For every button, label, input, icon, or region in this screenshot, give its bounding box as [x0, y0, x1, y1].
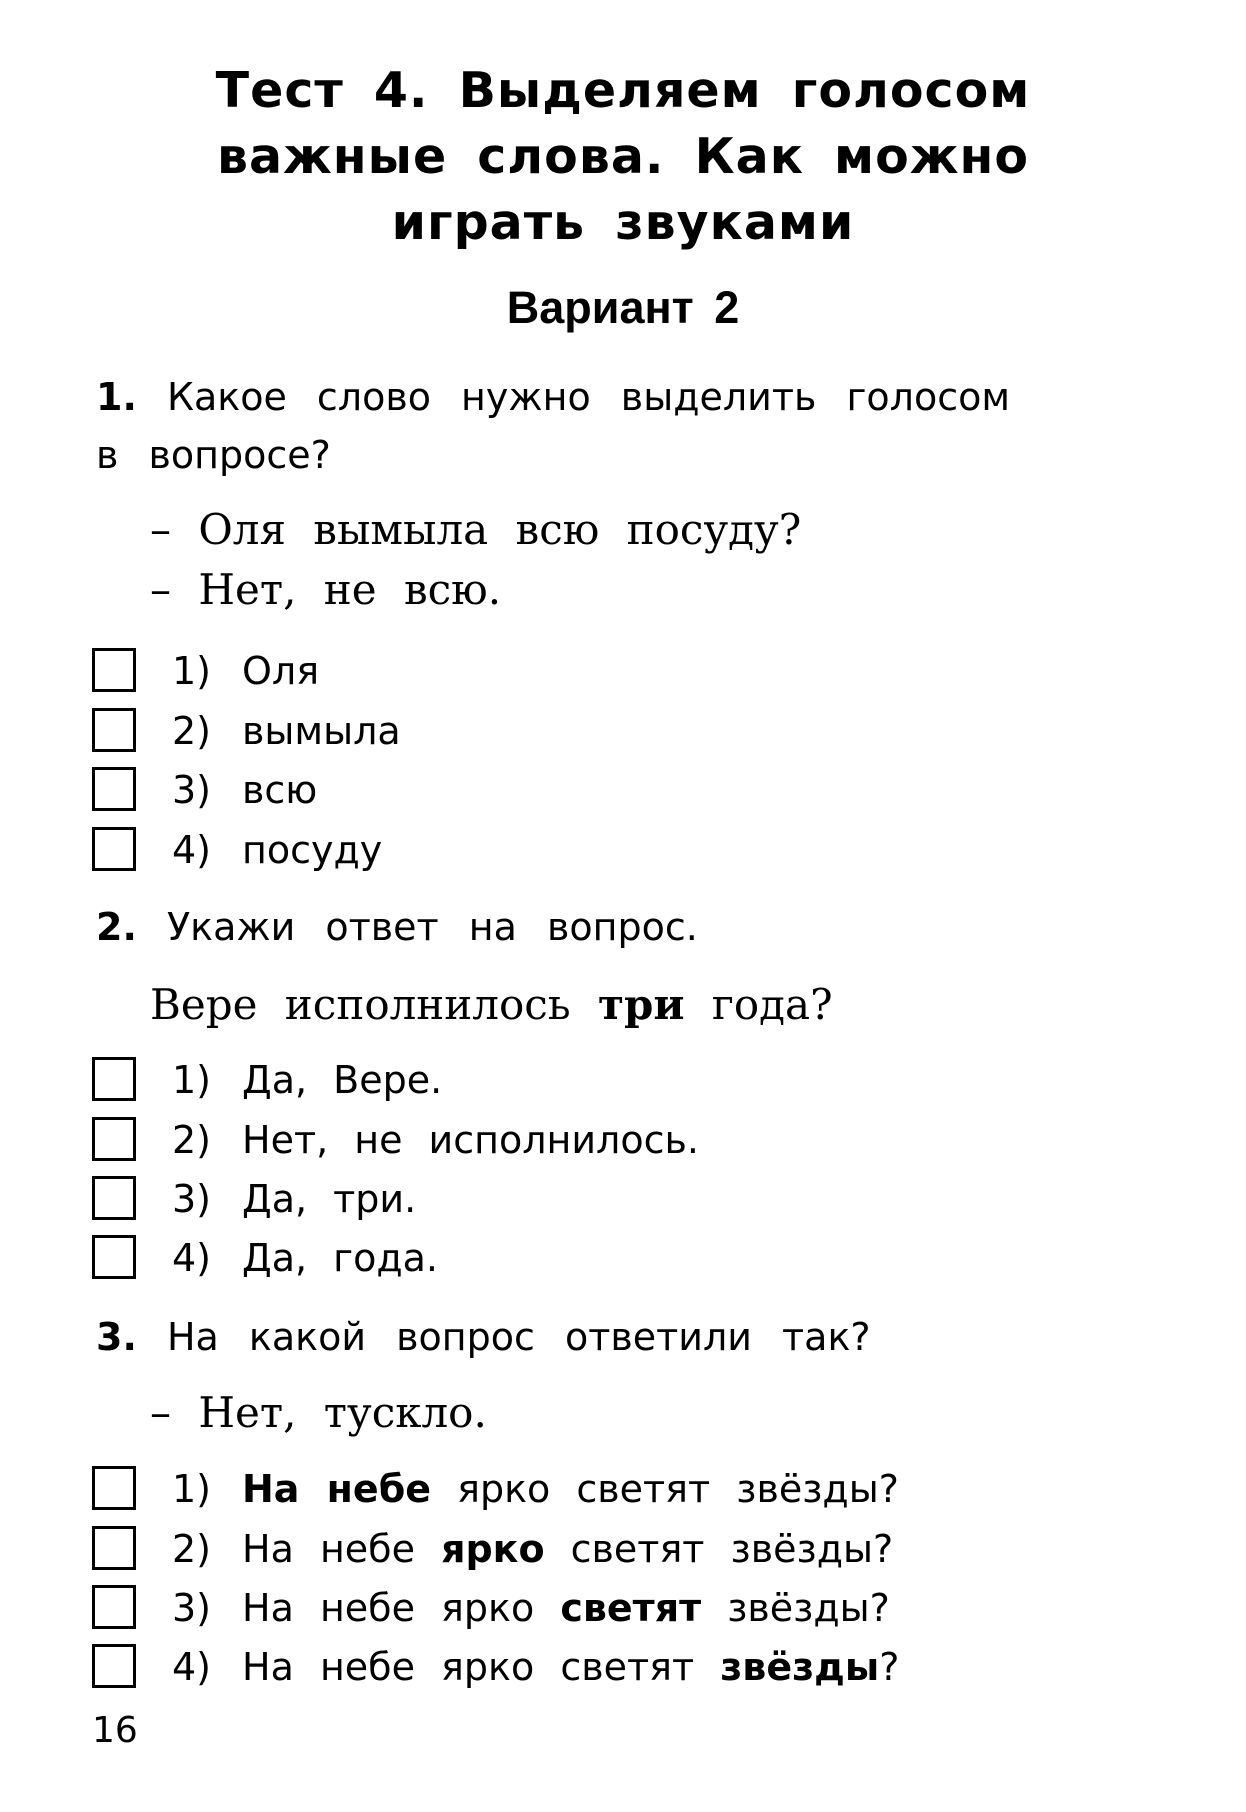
option-number: 2)	[172, 1527, 212, 1571]
option-number: 3)	[172, 1177, 212, 1221]
variant-heading: Вариант 2	[506, 282, 740, 333]
answer-checkbox[interactable]	[92, 767, 136, 811]
dialog-line: – Нет, не всю.	[150, 565, 502, 614]
answer-checkbox[interactable]	[92, 1585, 136, 1629]
sentence-emphasis: три	[597, 980, 685, 1029]
option-number: 3)	[172, 768, 212, 812]
option-number: 2)	[172, 709, 212, 753]
answer-checkbox[interactable]	[92, 648, 136, 692]
question-text: Какое слово нужно выделить голосом	[166, 375, 1011, 419]
option-text: Да, года.	[242, 1236, 438, 1280]
page-title	[0, 58, 1246, 256]
option-text	[242, 1522, 893, 1576]
option-number: 2)	[172, 1118, 212, 1162]
question-3	[96, 1308, 871, 1366]
option-number: 4)	[172, 1645, 212, 1689]
option-text	[242, 1462, 899, 1516]
option-text: всю	[242, 768, 318, 812]
answer-checkbox[interactable]	[92, 1235, 136, 1279]
option-text-part: На небе	[242, 1527, 442, 1571]
answer-checkbox[interactable]	[92, 1644, 136, 1688]
answer-checkbox[interactable]	[92, 1466, 136, 1510]
option-emphasis: ярко	[441, 1527, 545, 1571]
option-text-part: светят звёзды?	[544, 1527, 894, 1571]
option-text-part: На небе ярко	[242, 1586, 561, 1630]
title-line: важные слова. Как можно	[216, 128, 1030, 185]
title-line: Тест 4. Выделяем голосом	[215, 62, 1031, 119]
option-text	[242, 1640, 899, 1694]
option-text-part: звёзды?	[701, 1586, 890, 1630]
option-text-part: ?	[879, 1645, 900, 1689]
option-text: Да, Вере.	[242, 1058, 443, 1102]
option-text: Да, три.	[242, 1177, 417, 1221]
dialog-line: – Нет, тускло.	[150, 1388, 487, 1437]
option-number: 3)	[172, 1586, 212, 1630]
answer-checkbox[interactable]	[92, 1117, 136, 1161]
option-number: 1)	[172, 1467, 212, 1511]
page-number: 16	[92, 1710, 138, 1751]
option-emphasis: На небе	[242, 1467, 432, 1511]
option-text-part: На небе ярко светят	[242, 1645, 721, 1689]
option-emphasis: звёзды	[720, 1645, 880, 1689]
option-emphasis: светят	[560, 1586, 702, 1630]
option-number: 1)	[172, 1058, 212, 1102]
answer-checkbox[interactable]	[92, 1176, 136, 1220]
question-2	[96, 898, 698, 956]
question-sentence	[150, 980, 833, 1030]
option-number: 4)	[172, 828, 212, 872]
option-text	[242, 1581, 890, 1635]
dialog-line: – Оля вымыла всю посуду?	[150, 505, 802, 554]
sentence-part: Вере исполнилось	[150, 980, 598, 1029]
answer-checkbox[interactable]	[92, 1526, 136, 1570]
question-number: 2.	[96, 905, 137, 949]
option-text-part: ярко светят звёзды?	[431, 1467, 899, 1511]
question-text: На какой вопрос ответили так?	[166, 1315, 871, 1359]
question-text: Укажи ответ на вопрос.	[166, 905, 698, 949]
sentence-part: года?	[684, 980, 833, 1029]
answer-checkbox[interactable]	[92, 1057, 136, 1101]
title-line: играть звуками	[391, 194, 855, 251]
question-number: 3.	[96, 1315, 137, 1359]
option-text: вымыла	[242, 709, 401, 753]
option-text: Оля	[242, 649, 320, 693]
answer-checkbox[interactable]	[92, 708, 136, 752]
option-number: 4)	[172, 1236, 212, 1280]
question-1-line2: в вопросе?	[96, 433, 331, 477]
option-text: посуду	[242, 828, 383, 872]
option-number: 1)	[172, 649, 212, 693]
option-text: Нет, не исполнилось.	[242, 1118, 699, 1162]
question-number: 1.	[96, 375, 137, 419]
answer-checkbox[interactable]	[92, 827, 136, 871]
question-1-line1	[96, 368, 1010, 426]
